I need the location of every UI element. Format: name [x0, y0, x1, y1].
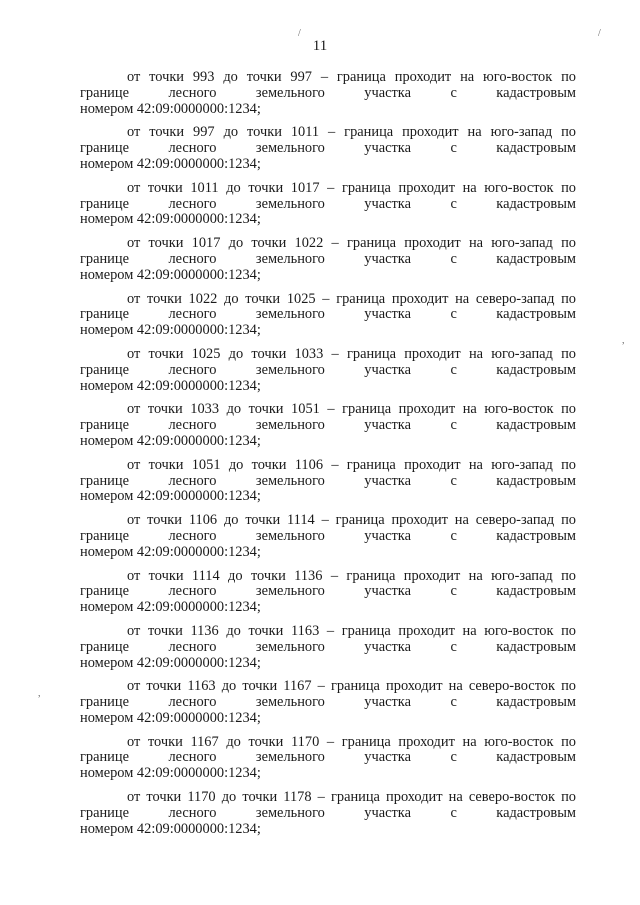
scan-mark: / [298, 28, 301, 39]
boundary-paragraph [80, 458, 576, 505]
scan-mark: , [38, 688, 41, 699]
paragraph-line-3: номером 42:09:0000000:1234; [80, 322, 261, 339]
paragraph-line-2: границе лесного земельного участка с кадастровым [80, 694, 576, 711]
paragraph-line-1: от точки 1022 до точки 1025 – граница проходит на северо-запад по [127, 291, 576, 307]
boundary-paragraph [80, 569, 576, 616]
boundary-paragraph [80, 735, 576, 782]
boundary-paragraph [80, 236, 576, 283]
paragraph-line-1: от точки 1170 до точки 1178 – граница проходит на северо-восток по [127, 790, 576, 806]
boundary-paragraph [80, 70, 576, 117]
paragraph-line-3: номером 42:09:0000000:1234; [80, 100, 261, 117]
paragraph-line-2: границе лесного земельного участка с кадастровым [80, 195, 576, 212]
document-body [80, 70, 576, 845]
paragraph-line-2: границе лесного земельного участка с кадастровым [80, 140, 576, 157]
paragraph-line-2: границе лесного земельного участка с кадастровым [80, 84, 576, 101]
boundary-paragraph [80, 292, 576, 339]
paragraph-line-3: номером 42:09:0000000:1234; [80, 377, 261, 394]
paragraph-line-3: номером 42:09:0000000:1234; [80, 488, 261, 505]
boundary-paragraph [80, 513, 576, 560]
paragraph-line-1: от точки 997 до точки 1011 – граница проходит на юго-запад по [127, 125, 576, 141]
boundary-paragraph [80, 125, 576, 172]
paragraph-line-1: от точки 1163 до точки 1167 – граница проходит на северо-восток по [127, 679, 576, 695]
paragraph-line-3: номером 42:09:0000000:1234; [80, 543, 261, 560]
paragraph-line-2: границе лесного земельного участка с кадастровым [80, 638, 576, 655]
paragraph-line-1: от точки 1025 до точки 1033 – граница проходит на юго-запад по [127, 346, 576, 362]
paragraph-line-3: номером 42:09:0000000:1234; [80, 709, 261, 726]
boundary-paragraph [80, 347, 576, 394]
paragraph-line-1: от точки 1114 до точки 1136 – граница проходит на юго-запад по [127, 568, 576, 584]
paragraph-line-3: номером 42:09:0000000:1234; [80, 211, 261, 228]
paragraph-line-3: номером 42:09:0000000:1234; [80, 654, 261, 671]
paragraph-line-1: от точки 1051 до точки 1106 – граница проходит на юго-запад по [127, 457, 576, 473]
paragraph-line-2: границе лесного земельного участка с кадастровым [80, 472, 576, 489]
paragraph-line-3: номером 42:09:0000000:1234; [80, 155, 261, 172]
boundary-paragraph [80, 402, 576, 449]
paragraph-line-3: номером 42:09:0000000:1234; [80, 599, 261, 616]
paragraph-line-1: от точки 993 до точки 997 – граница проходит на юго-восток по [127, 70, 576, 85]
paragraph-line-1: от точки 1017 до точки 1022 – граница проходит на юго-запад по [127, 236, 576, 252]
scan-mark: , [622, 335, 625, 346]
paragraph-line-1: от точки 1167 до точки 1170 – граница проходит на юго-восток по [127, 734, 576, 750]
boundary-paragraph [80, 624, 576, 671]
paragraph-line-1: от точки 1011 до точки 1017 – граница проходит на юго-восток по [127, 180, 576, 196]
page-number: 11 [312, 38, 328, 54]
paragraph-line-1: от точки 1106 до точки 1114 – граница проходит на северо-запад по [127, 513, 576, 529]
paragraph-line-2: границе лесного земельного участка с кадастровым [80, 527, 576, 544]
paragraph-line-3: номером 42:09:0000000:1234; [80, 820, 261, 837]
paragraph-line-2: границе лесного земельного участка с кадастровым [80, 250, 576, 267]
paragraph-line-3: номером 42:09:0000000:1234; [80, 765, 261, 782]
paragraph-line-1: от точки 1136 до точки 1163 – граница проходит на юго-восток по [127, 623, 576, 639]
boundary-paragraph [80, 181, 576, 228]
scan-mark: / [598, 28, 601, 39]
paragraph-line-3: номером 42:09:0000000:1234; [80, 432, 261, 449]
paragraph-line-2: границе лесного земельного участка с кадастровым [80, 417, 576, 434]
paragraph-line-1: от точки 1033 до точки 1051 – граница проходит на юго-восток по [127, 402, 576, 418]
boundary-paragraph [80, 679, 576, 726]
paragraph-line-3: номером 42:09:0000000:1234; [80, 266, 261, 283]
paragraph-line-2: границе лесного земельного участка с кадастровым [80, 804, 576, 821]
paragraph-line-2: границе лесного земельного участка с кадастровым [80, 749, 576, 766]
paragraph-line-2: границе лесного земельного участка с кадастровым [80, 361, 576, 378]
paragraph-line-2: границе лесного земельного участка с кадастровым [80, 306, 576, 323]
boundary-paragraph [80, 790, 576, 837]
paragraph-line-2: границе лесного земельного участка с кадастровым [80, 583, 576, 600]
